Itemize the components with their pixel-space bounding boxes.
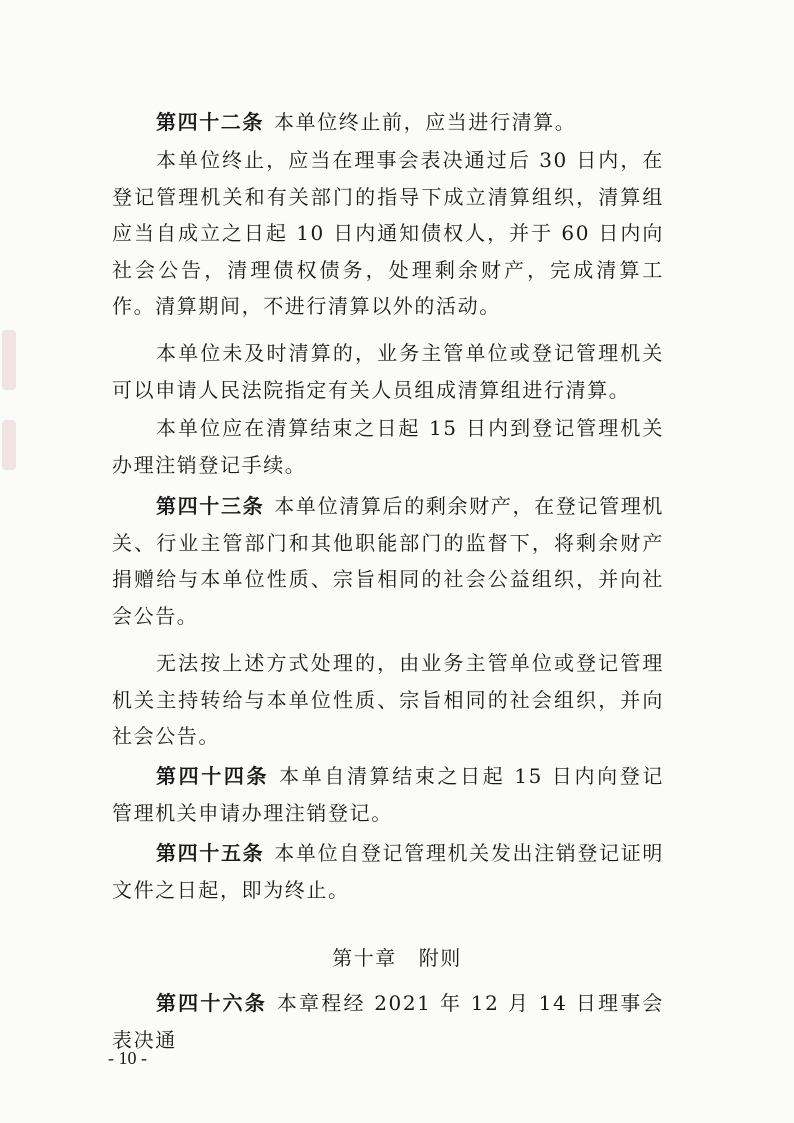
article-heading: 第四十五条 xyxy=(156,841,265,865)
paragraph xyxy=(112,645,664,755)
article-text: 本单位自登记管理机关发出注销登记证明文件之日起，即为终止。 xyxy=(112,841,664,902)
paragraph xyxy=(112,335,664,408)
article-text: 本章程经 2021 年 12 月 14 日理事会表决通 xyxy=(112,991,665,1052)
article-46 xyxy=(112,985,664,1058)
article-44 xyxy=(112,758,664,831)
article-text: 本单位清算后的剩余财产，在登记管理机关、行业主管部门和其他职能部门的监督下，将剩余财产捐赠给与本单位性质、宗旨相同的社会公益组织，并向社会公告。 xyxy=(112,494,664,628)
chapter-number: 第十章 xyxy=(332,946,397,970)
chapter-title: 附则 xyxy=(418,946,462,970)
article-heading: 第四十六条 xyxy=(156,991,267,1015)
article-text: 本单位终止前，应当进行清算。 xyxy=(274,110,577,134)
paragraph-text: 本单位终止，应当在理事会表决通过后 30 日内，在登记管理机关和有关部门的指导下成立清算组织，清算组应当自成立之日起 10 日内通知债权人，并于 60 日内向社会公告，清理债权债务，处理剩余财产，完成清算工作。清算期间，不进行清算以外的活动。 xyxy=(112,148,664,318)
paragraph xyxy=(112,142,664,325)
article-45 xyxy=(112,835,664,908)
paragraph-text: 无法按上述方式处理的，由业务主管单位或登记管理机关主持转给与本单位性质、宗旨相同的社会组织，并向社会公告。 xyxy=(112,651,664,748)
chapter-heading xyxy=(0,943,794,973)
article-text: 本单自清算结束之日起 15 日内向登记管理机关申请办理注销登记。 xyxy=(112,764,664,825)
article-43 xyxy=(112,488,664,634)
article-heading: 第四十二条 xyxy=(156,110,264,134)
article-heading: 第四十三条 xyxy=(156,494,265,518)
scan-stamp-mark xyxy=(2,420,16,470)
paragraph-text: 本单位应在清算结束之日起 15 日内到登记管理机关办理注销登记手续。 xyxy=(112,416,664,477)
paragraph xyxy=(112,410,664,483)
scan-stamp-mark xyxy=(2,330,16,390)
paragraph-text: 本单位未及时清算的，业务主管单位或登记管理机关可以申请人民法院指定有关人员组成清算组进行清算。 xyxy=(112,341,664,402)
article-heading: 第四十四条 xyxy=(156,764,270,788)
article-42 xyxy=(112,104,664,141)
page-number: - 10 - xyxy=(108,1048,147,1068)
